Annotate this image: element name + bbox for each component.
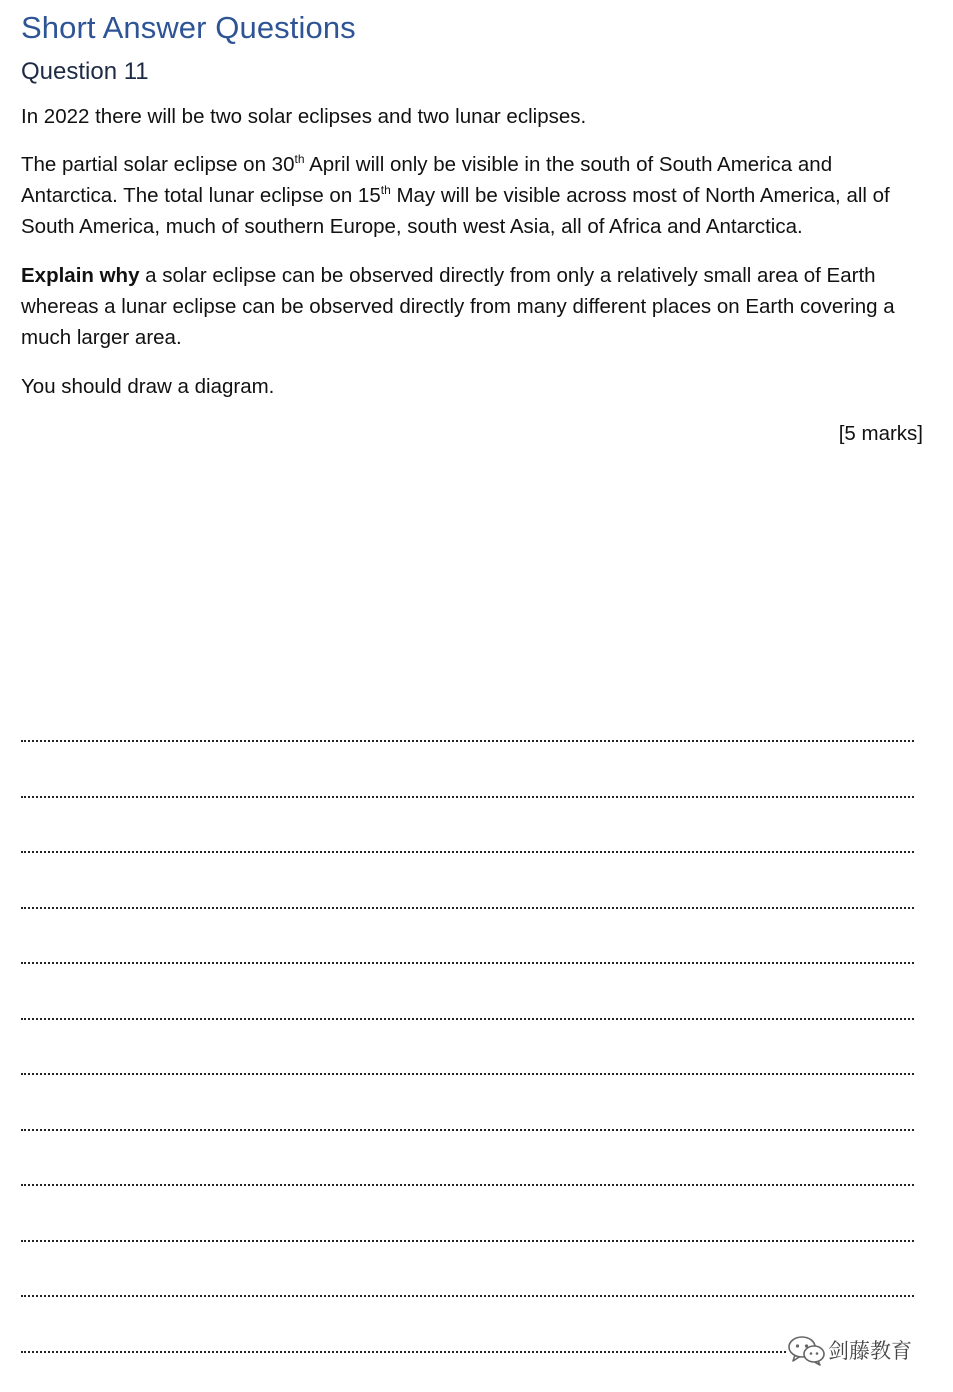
answer-line[interactable] — [21, 1018, 914, 1020]
watermark-text: 剑藤教育 — [828, 1339, 912, 1363]
answer-line[interactable] — [21, 1129, 914, 1131]
answer-line[interactable] — [21, 851, 914, 853]
details-sup-2: th — [380, 183, 391, 197]
answer-line[interactable] — [21, 740, 914, 742]
answer-line[interactable] — [21, 1240, 914, 1242]
details-text-3: May will be visible across most of North America, all of South America, much of southern Europe, south west Asia, all of Africa and Antarctica. — [21, 184, 890, 238]
section-title: Short Answer Questions — [21, 10, 356, 45]
question-details — [21, 149, 923, 242]
answer-line[interactable] — [21, 1073, 914, 1075]
task-emphasis: Explain why — [21, 264, 140, 287]
task-text: a solar eclipse can be observed directly from only a relatively small area of Earth whereas a lunar eclipse can be observed directly from many different places on Earth covering a much larger area. — [21, 264, 895, 349]
watermark — [786, 1333, 926, 1367]
answer-line[interactable] — [21, 1184, 914, 1186]
details-text-2: April will only be visible in the south of South America and Antarctica. The total lunar eclipse on 15 — [21, 153, 833, 207]
answer-line[interactable] — [21, 1351, 914, 1353]
question-task — [21, 260, 923, 353]
answer-line[interactable] — [21, 907, 914, 909]
question-intro: In 2022 there will be two solar eclipses and two lunar eclipses. — [21, 105, 587, 128]
question-label: Question 11 — [21, 58, 149, 85]
details-text-1: The partial solar eclipse on 30 — [21, 153, 295, 176]
marks-label: [5 marks] — [838, 422, 923, 445]
question-instruction: You should draw a diagram. — [21, 375, 275, 398]
answer-line[interactable] — [21, 1295, 914, 1297]
answer-line[interactable] — [21, 796, 914, 798]
wechat-bubble-icon — [786, 1333, 826, 1367]
answer-line[interactable] — [21, 962, 914, 964]
details-sup-1: th — [294, 152, 305, 166]
